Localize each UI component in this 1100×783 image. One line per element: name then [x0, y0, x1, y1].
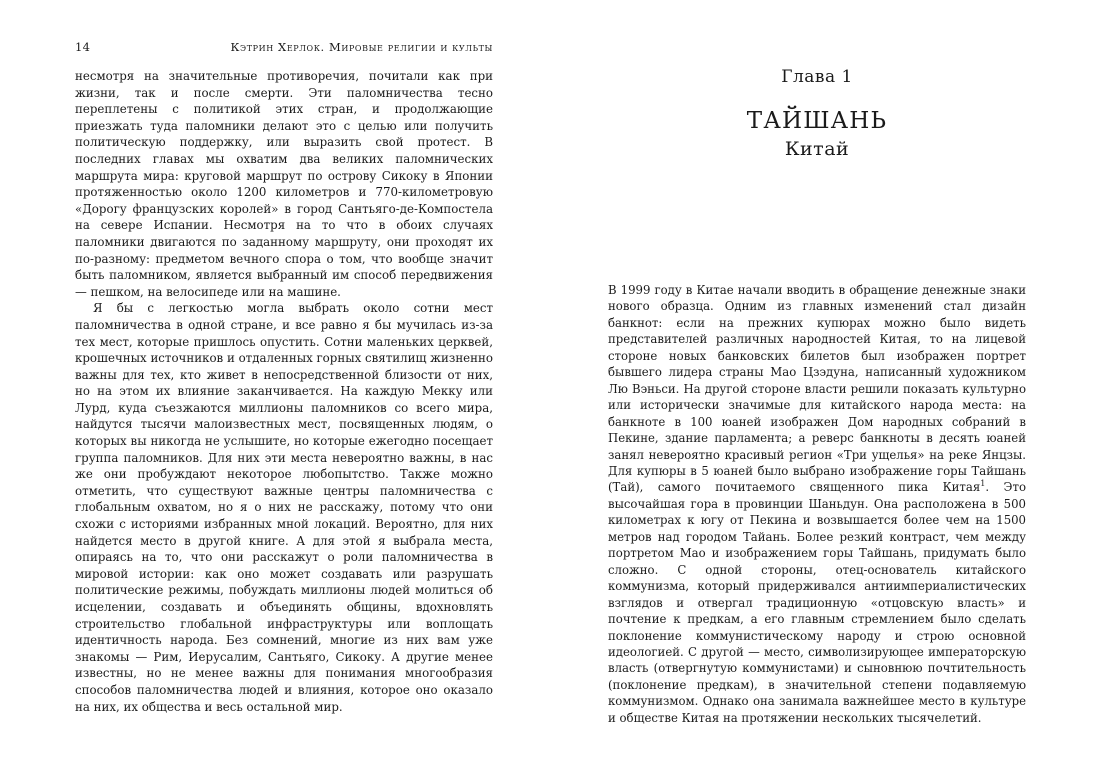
chapter-label: Глава 1 [781, 67, 853, 87]
page-number: 14 [75, 40, 91, 54]
running-head [75, 40, 493, 58]
left-body-text [75, 68, 493, 715]
paragraph [608, 282, 1026, 726]
paragraph: Я бы с легкостью могла выбрать около сотни мест паломничества в одной стране, и все равно я бы мучилась из-за тех мест, которые пришлось опустить. Сотни маленьких церквей, крошечных источников и отдаленных горных святилищ жизненно важны для тех, кто живет в непосредственной близости от них, но на этом их влияние заканчивается. На каждую Мекку или Лурд, куда съезжаются миллионы паломников со всего мира, найдутся тысячи малоизвестных мест, посвященных людям, о которых вы никогда не услышите, но которые ежегодно посещает группа паломников. Для них эти места невероятно важны, в нас же они пробуждают некоторое любопытство. Также можно отметить, что существуют важные центры паломничества с глобальным охватом, но я о них не расскажу, потому что они схожи с историями избранных мной локаций. Вероятно, для них найдется место в другой книге. А для этой я выбрала места, опираясь на то, что они расскажут о роли паломничества в мировой истории: как оно может создавать или разрушать политические режимы, побуждать миллионы людей молиться об исцелении, создавать и объединять общины, вдохновлять строительство глобальной инфраструктуры или воплощать идентичность народа. Без сомнений, многие из них вам уже знакомы — Рим, Иерусалим, Сантьяго, Сикоку. А другие менее известны, но не менее важны для понимания многообразия способов паломничества людей и влияния, которое оно оказало на них, их общества и весь остальной мир. [75, 301, 493, 714]
footnote-mark[interactable]: 1 [980, 479, 986, 489]
paragraph-text: . Это высочайшая гора в провинции Шаньдун. Она расположена в 500 километрах к югу от Пекина и возвышается более чем на 1500 метров над городом Тайань. Более резкий контраст, чем между портретом Мао и изображением горы Тайшань, придумать было сложно. С одной стороны, отец-основатель китайского коммунизма, который придерживался антиимпериалистических взглядов и отвергал традиционную «отцовскую власть» и почтение к предкам, а его главным стремлением было сделать поклонение коммунистическому народу и строю основной идеологией. С другой — место, символизирующее императорскую власть (отвергнутую коммунистами) и сыновнюю почтительность (поклонение предкам), в значительной степени подавляемую коммунизмом. Однако она занимала важнейшее место в культуре и обществе Китая на протяжении нескольких тысячелетий. [608, 480, 1026, 725]
paragraph: несмотря на значительные противоречия, почитали как при жизни, так и после смерти. Эти паломничества тесно переплетены с политикой этих стран, и продолжающие приезжать туда паломники делают это с целью или получить политическую поддержку, или выразить свой протест. В последних главах мы охватим два великих паломнических маршрута мира: круговой маршрут по острову Сикоку в Японии протяженностью около 1200 километров и 770-километровую «Дорогу французских королей» в город Сантьяго-де-Компостела на севере Испании. Несмотря на то что в обоих случаях паломники двигаются по заданному маршруту, они проходят их по-разному: предметом вечного спора о том, что вообще значит быть паломником, является выбранный им способ передвижения — пешком, на велосипеде или на машине. [75, 69, 493, 299]
right-body-text [608, 282, 1026, 726]
running-head-title: Кэтрин Херлок. Мировые религии и культы [230, 40, 493, 54]
right-page [550, 0, 1100, 783]
paragraph-text: В 1999 году в Китае начали вводить в обращение денежные знаки нового образца. Одним из главных изменений стал дизайн банкнот: если на прежних купюрах можно было видеть представителей различных народностей Китая, то на лицевой стороне новых банковских билетов был изображен портрет бывшего лидера страны Мао Цзэдуна, написанный художником Лю Вэньси. На другой стороне власти решили показать культурно или исторически значимые для китайского народа места: на банкноте в 100 юаней изображен Дом народных собраний в Пекине, здание парламента; а реверс банкноты в десять юаней занял невероятно красивый регион «Три ущелья» на реке Янцзы. Для купюры в 5 юаней было выбрано изображение горы Тайшань (Тай), самого почитаемого священного пика Китая [608, 283, 1026, 495]
chapter-subtitle: Китай [784, 138, 850, 160]
chapter-title: ТАЙШАНЬ [746, 108, 888, 134]
